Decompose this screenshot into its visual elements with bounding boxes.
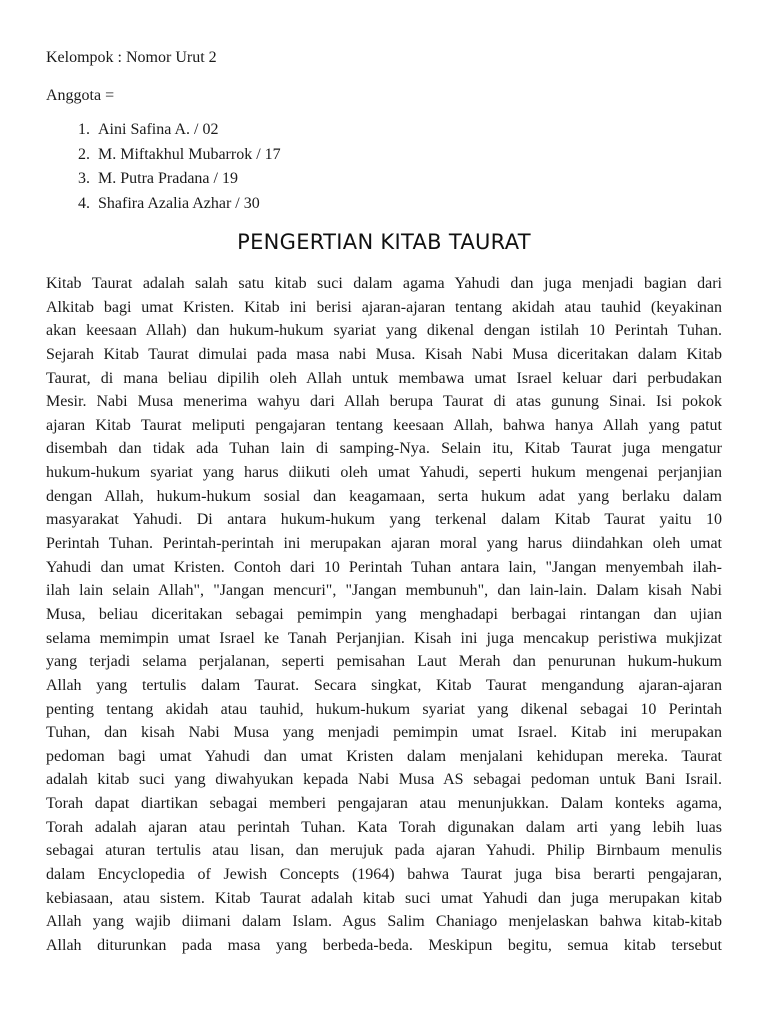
- body-line: hukum-hukum syariat yang harus diikuti oleh umat Yahudi, seperti hukum mengenai perjanjian: [46, 464, 722, 482]
- list-item: [46, 143, 281, 168]
- group-label: Kelompok : Nomor Urut 2: [46, 49, 217, 66]
- body-line: adalah kitab suci yang diwahyukan kepada Nabi Musa AS sebagai pedoman untuk Bani Israil.: [46, 771, 722, 789]
- list-number: 1.: [78, 121, 90, 138]
- body-line: dengan Allah, hukum-hukum sosial dan keagamaan, serta hukum adat yang berlaku dalam: [46, 487, 722, 505]
- body-line: Musa, beliau diceritakan sebagai pemimpin yang menghadapi berbagai rintangan dan ujian: [46, 605, 722, 623]
- list-number: 2.: [78, 145, 90, 163]
- body-line: Allah yang tertulis dalam Taurat. Secara singkat, Kitab Taurat mengandung ajaran-ajaran: [46, 676, 722, 694]
- body-line: Alkitab bagi umat Kristen. Kitab ini berisi ajaran-ajaran tentang akidah atau tauhid (keyakinan: [46, 298, 722, 316]
- members-list: [46, 118, 281, 216]
- members-label: Anggota =: [46, 87, 115, 104]
- member-name: Aini Safina A. / 02: [98, 121, 219, 138]
- body-line: dalam Encyclopedia of Jewish Concepts (1964) bahwa Taurat juga bisa berarti pengajaran,: [46, 866, 722, 884]
- body-line: Yahudi dan umat Kristen. Contoh dari 10 Perintah Tuhan antara lain, "Jangan menyembah ilah-: [46, 558, 722, 576]
- body-line: Torah dapat diartikan sebagai memberi pengajaran atau menunjukkan. Dalam konteks agama,: [46, 795, 722, 813]
- body-line: pedoman bagi umat Yahudi dan umat Kristen dalam menjalani kehidupan mereka. Taurat: [46, 747, 722, 765]
- page-title: PENGERTIAN KITAB TAURAT: [237, 230, 531, 254]
- body-line: yang terjadi selama perjalanan, seperti pemisahan Laut Merah dan penurunan hukum-hukum: [46, 653, 722, 671]
- body-line: Taurat, di mana beliau dipilih oleh Allah untuk membawa umat Israel keluar dari perbudakan: [46, 369, 722, 387]
- body-line: sebagai aturan tertulis atau lisan, dan merujuk pada ajaran Yahudi. Philip Birnbaum menulis: [46, 842, 722, 860]
- list-item: [46, 118, 281, 143]
- body-line: Tuhan, dan kisah Nabi Musa yang menjadi pemimpin umat Israel. Kitab ini merupakan: [46, 724, 722, 742]
- body-line: Mesir. Nabi Musa menerima wahyu dari Allah berupa Taurat di atas gunung Sinai. Isi pokok: [46, 393, 722, 411]
- member-name: M. Miftakhul Mubarrok / 17: [98, 145, 281, 163]
- body-line: Allah yang wajib diimani dalam Islam. Agus Salim Chaniago menjelaskan bahwa kitab-kitab: [46, 913, 722, 931]
- body-line: selama memimpin umat Israel ke Tanah Perjanjian. Kisah ini juga mencakup peristiwa mukjizat: [46, 629, 722, 647]
- body-line: Kitab Taurat adalah salah satu kitab suci dalam agama Yahudi dan juga menjadi bagian dari: [46, 275, 722, 292]
- body-line: penting tentang akidah atau tauhid, hukum-hukum syariat yang dikenal sebagai 10 Perintah: [46, 700, 722, 718]
- list-number: 3.: [78, 170, 90, 187]
- member-name: Shafira Azalia Azhar / 30: [98, 194, 260, 212]
- body-line: Sejarah Kitab Taurat dimulai pada masa nabi Musa. Kisah Nabi Musa diceritakan dalam Kitab: [46, 345, 722, 363]
- body-paragraph: [46, 272, 722, 958]
- list-number: 4.: [78, 194, 90, 212]
- body-line: disembah dan tidak ada Tuhan lain di samping-Nya. Selain itu, Kitab Taurat juga mengatur: [46, 440, 722, 458]
- body-line: Perintah Tuhan. Perintah-perintah ini merupakan ajaran moral yang harus diindahkan oleh umat: [46, 535, 722, 553]
- body-line: ilah lain selain Allah", "Jangan mencuri", "Jangan membunuh", dan lain-lain. Dalam kisah Nabi: [46, 582, 722, 600]
- body-line: ajaran Kitab Taurat meliputi pengajaran tentang keesaan Allah, bahwa hanya Allah yang patut: [46, 416, 722, 434]
- list-item: [46, 192, 281, 217]
- body-line: kebiasaan, atau sistem. Kitab Taurat adalah kitab suci umat Yahudi dan juga merupakan kitab: [46, 889, 722, 907]
- body-line: akan keesaan Allah) dan hukum-hukum syariat yang dikenal dengan istilah 10 Perintah Tuhan.: [46, 322, 722, 340]
- list-item: [46, 167, 281, 192]
- body-line: Allah diturunkan pada masa yang berbeda-beda. Meskipun begitu, semua kitab tersebut: [46, 936, 722, 954]
- body-line: masyarakat Yahudi. Di antara hukum-hukum yang terkenal dalam Kitab Taurat yaitu 10: [46, 511, 722, 529]
- member-name: M. Putra Pradana / 19: [98, 170, 238, 187]
- body-line: Torah adalah ajaran atau perintah Tuhan. Kata Torah digunakan dalam arti yang lebih luas: [46, 818, 722, 836]
